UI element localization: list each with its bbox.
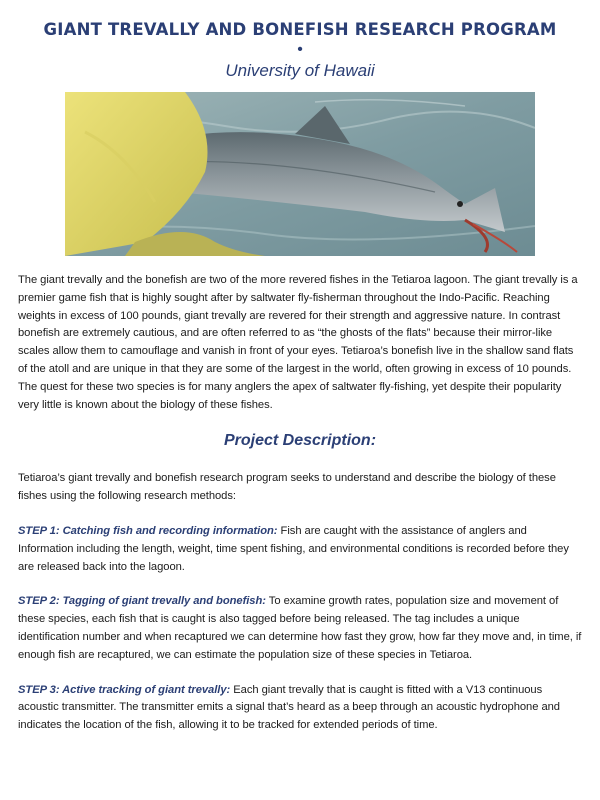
project-description-heading: Project Description: — [223, 432, 377, 450]
step-2-text: To examine growth rates, population size and movement of these species, each fish that is caught is also tagged before being released. The tag includes a unique identification number and when recaptured we can determine how fast they grow, how far they move and, in time, if enough fish are recaptured, we can estimate the population size of these species in Tetiaroa. — [18, 595, 582, 661]
title-bullet: • — [297, 41, 303, 58]
step-3-paragraph — [18, 682, 582, 735]
intro-paragraph: The giant trevally and the bonefish are two of the more revered fishes in the Tetiaroa lagoon. The giant trevally is a premier game fish that is highly sought after by saltwater fly-fisherman throughout the Indo-Pacific. Reaching weights in excess of 100 pounds, giant trevally are revered for their strength and aggressive nature. In contrast bonefish are extremely cautious, and are often referred to as “the ghosts of the flats” because their mirror-like scales allow them to camouflage and vanish in front of your eyes. Tetiaroa’s bonefish live in the shallow sand flats of the atoll and are unique in that they are some of the largest in the world, often growing in excess of 10 pounds. The quest for these two species is for many anglers the apex of saltwater fly-fishing, yet despite their popularity very little is known about the biology of these fishes. — [18, 274, 578, 411]
step-2-label: STEP 2: Tagging of giant trevally and bonefish: — [18, 595, 266, 608]
step-3-label: STEP 3: Active tracking of giant trevally: — [18, 683, 231, 696]
step-2-paragraph — [18, 593, 582, 664]
bonefish-photo — [65, 92, 535, 256]
step-3-text: Each giant trevally that is caught is fitted with a V13 continuous acoustic transmitter. The transmitter emits a signal that’s heard as a beep through an acoustic hydrophone and indicates the location of the fish, allowing it to be tracked for extended periods of time. — [18, 683, 560, 732]
project-description-text: Tetiaroa’s giant trevally and bonefish research program seeks to understand and describe the biology of these fishes using the following research methods: — [18, 472, 556, 503]
step-1-paragraph — [18, 523, 582, 576]
page-title: GIANT TREVALLY AND BONEFISH RESEARCH PROGRAM — [43, 20, 557, 39]
page-subtitle: University of Hawaii — [225, 61, 375, 80]
step-1-label: STEP 1: Catching fish and recording information: — [18, 524, 278, 537]
step-1-text: Fish are caught with the assistance of anglers and Information including the length, weight, time spent fishing, and environmental conditions is recorded before they are released back into the lagoon. — [18, 524, 569, 573]
